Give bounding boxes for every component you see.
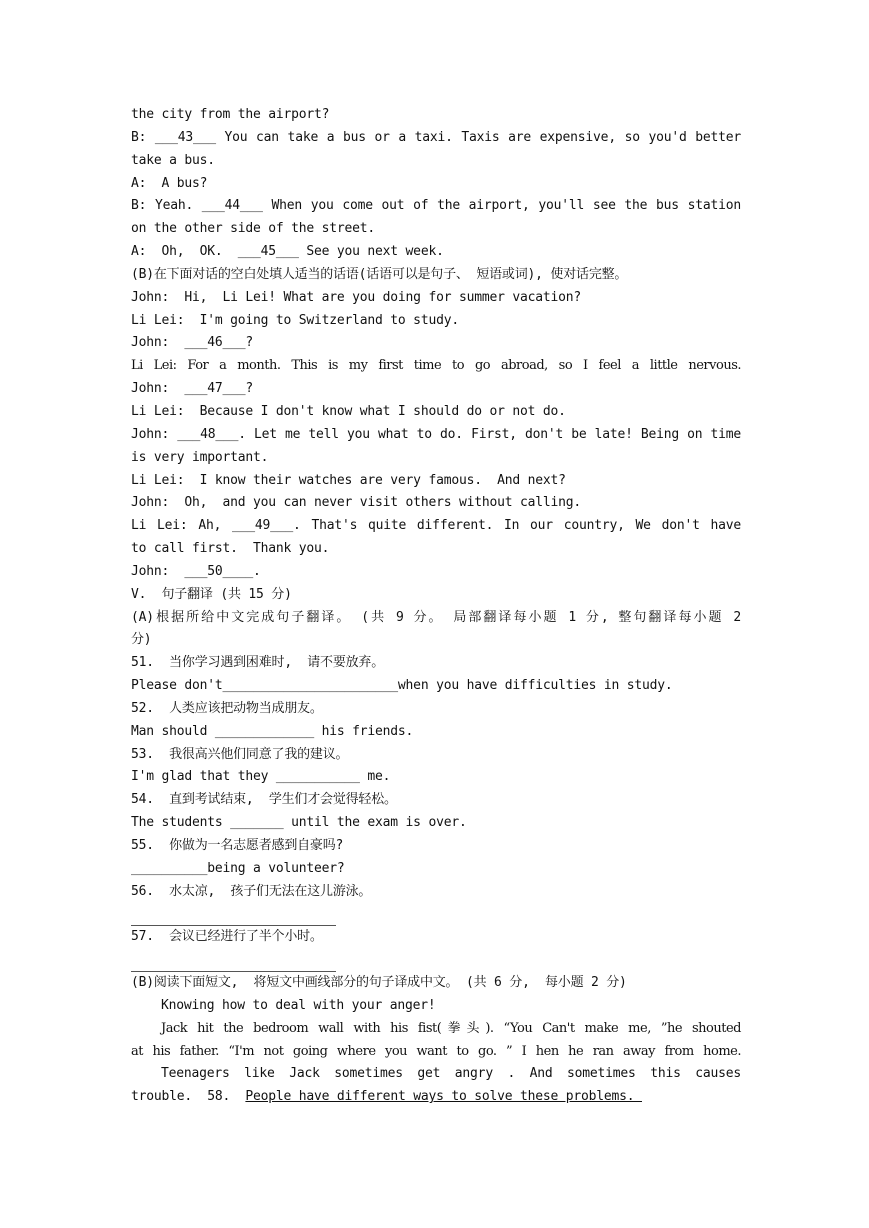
dialogue-line: Li Lei: I know their watches are very famous. And next? (131, 472, 566, 488)
passage-line: Jack hit the bedroom wall with his fist(拳头). “You Can't make me, ”he shouted (161, 1020, 741, 1036)
dialogue-line: Li Lei: For a month. This is my first time to go abroad, so I feel a little nervous. (131, 358, 741, 374)
answer-rule (131, 957, 336, 972)
answer-line-54: The students _______ until the exam is over. (131, 815, 467, 831)
text-line: take a bus. (131, 152, 215, 168)
answer-line-53: I'm glad that they ___________ me. (131, 769, 391, 785)
answer-line-52: Man should _____________ his friends. (131, 723, 414, 739)
question-53: 53. 我很高兴他们同意了我的建议。 (131, 746, 349, 762)
document-page (131, 104, 741, 1109)
passage-text: trouble. 58. (131, 1089, 246, 1105)
question-54: 54. 直到考试结束, 学生们才会觉得轻松。 (131, 792, 397, 808)
passage-line: at his father. “I'm not going where you want to go. ” I hen he ran away from home. (131, 1043, 741, 1059)
text-line: A: A bus? (131, 175, 208, 191)
dialogue-line: John: ___50____. (131, 563, 261, 579)
question-52: 52. 人类应该把动物当成朋友。 (131, 700, 323, 716)
dialogue-line: John: ___47___? (131, 381, 254, 397)
passage-line (131, 1086, 741, 1109)
dialogue-line: Li Lei: I'm going to Switzerland to study. (131, 312, 459, 328)
dialogue-line: Li Lei: Because I don't know what I should do or not do. (131, 403, 566, 419)
text-line: A: Oh, OK. ___45___ See you next week. (131, 244, 444, 260)
section-heading: (B)阅读下面短文, 将短文中画线部分的句子译成中文。 (共 6 分, 每小题 2 分) (131, 975, 627, 991)
answer-line-51: Please don't_______________________when you have difficulties in study. (131, 678, 673, 694)
dialogue-line: to call first. Thank you. (131, 541, 330, 557)
dialogue-line: John: ___46___? (131, 335, 254, 351)
answer-rule (131, 911, 336, 926)
passage-title: Knowing how to deal with your anger! (161, 997, 436, 1013)
question-51: 51. 当你学习遇到困难时, 请不要放弃。 (131, 655, 385, 671)
instruction-line: 分) (131, 632, 152, 648)
dialogue-line: Li Lei: Ah, ___49___. That's quite different. In our country, We don't have (131, 518, 741, 534)
text-line: B: ___43___ You can take a bus or a taxi. Taxis are expensive, so you'd better (131, 129, 741, 145)
section-heading: V. 句子翻译 (共 15 分) (131, 586, 292, 602)
question-57: 57. 会议已经进行了半个小时。 (131, 929, 323, 945)
blank-answer-line-56 (131, 904, 741, 927)
answer-line-55: __________being a volunteer? (131, 860, 345, 876)
dialogue-line: John: Hi, Li Lei! What are you doing for summer vacation? (131, 289, 581, 305)
blank-answer-line-57 (131, 949, 741, 972)
question-56: 56. 水太凉, 孩子们无法在这儿游泳。 (131, 883, 372, 899)
passage-line: Teenagers like Jack sometimes get angry . And sometimes this causes (161, 1066, 741, 1082)
section-heading: (B)在下面对话的空白处填人适当的话语(话语可以是句子、 短语或词), 使对话完整。 (131, 266, 628, 282)
text-line: on the other side of the street. (131, 221, 376, 237)
underlined-sentence-58: People have different ways to solve these problems. (245, 1089, 642, 1105)
dialogue-line: is very important. (131, 449, 269, 465)
text-line: the city from the airport? (131, 107, 330, 122)
text-line: B: Yeah. ___44___ When you come out of the airport, you'll see the bus station (131, 198, 741, 214)
question-55: 55. 你做为一名志愿者感到自豪吗? (131, 838, 344, 853)
dialogue-line: John: Oh, and you can never visit others without calling. (131, 495, 581, 511)
dialogue-line: John: ___48___. Let me tell you what to do. First, don't be late! Being on time (131, 426, 741, 442)
instruction-line: (A)根据所给中文完成句子翻译。 (共 9 分。 局部翻译每小题 1 分, 整句翻译每小题 2 (131, 609, 741, 625)
